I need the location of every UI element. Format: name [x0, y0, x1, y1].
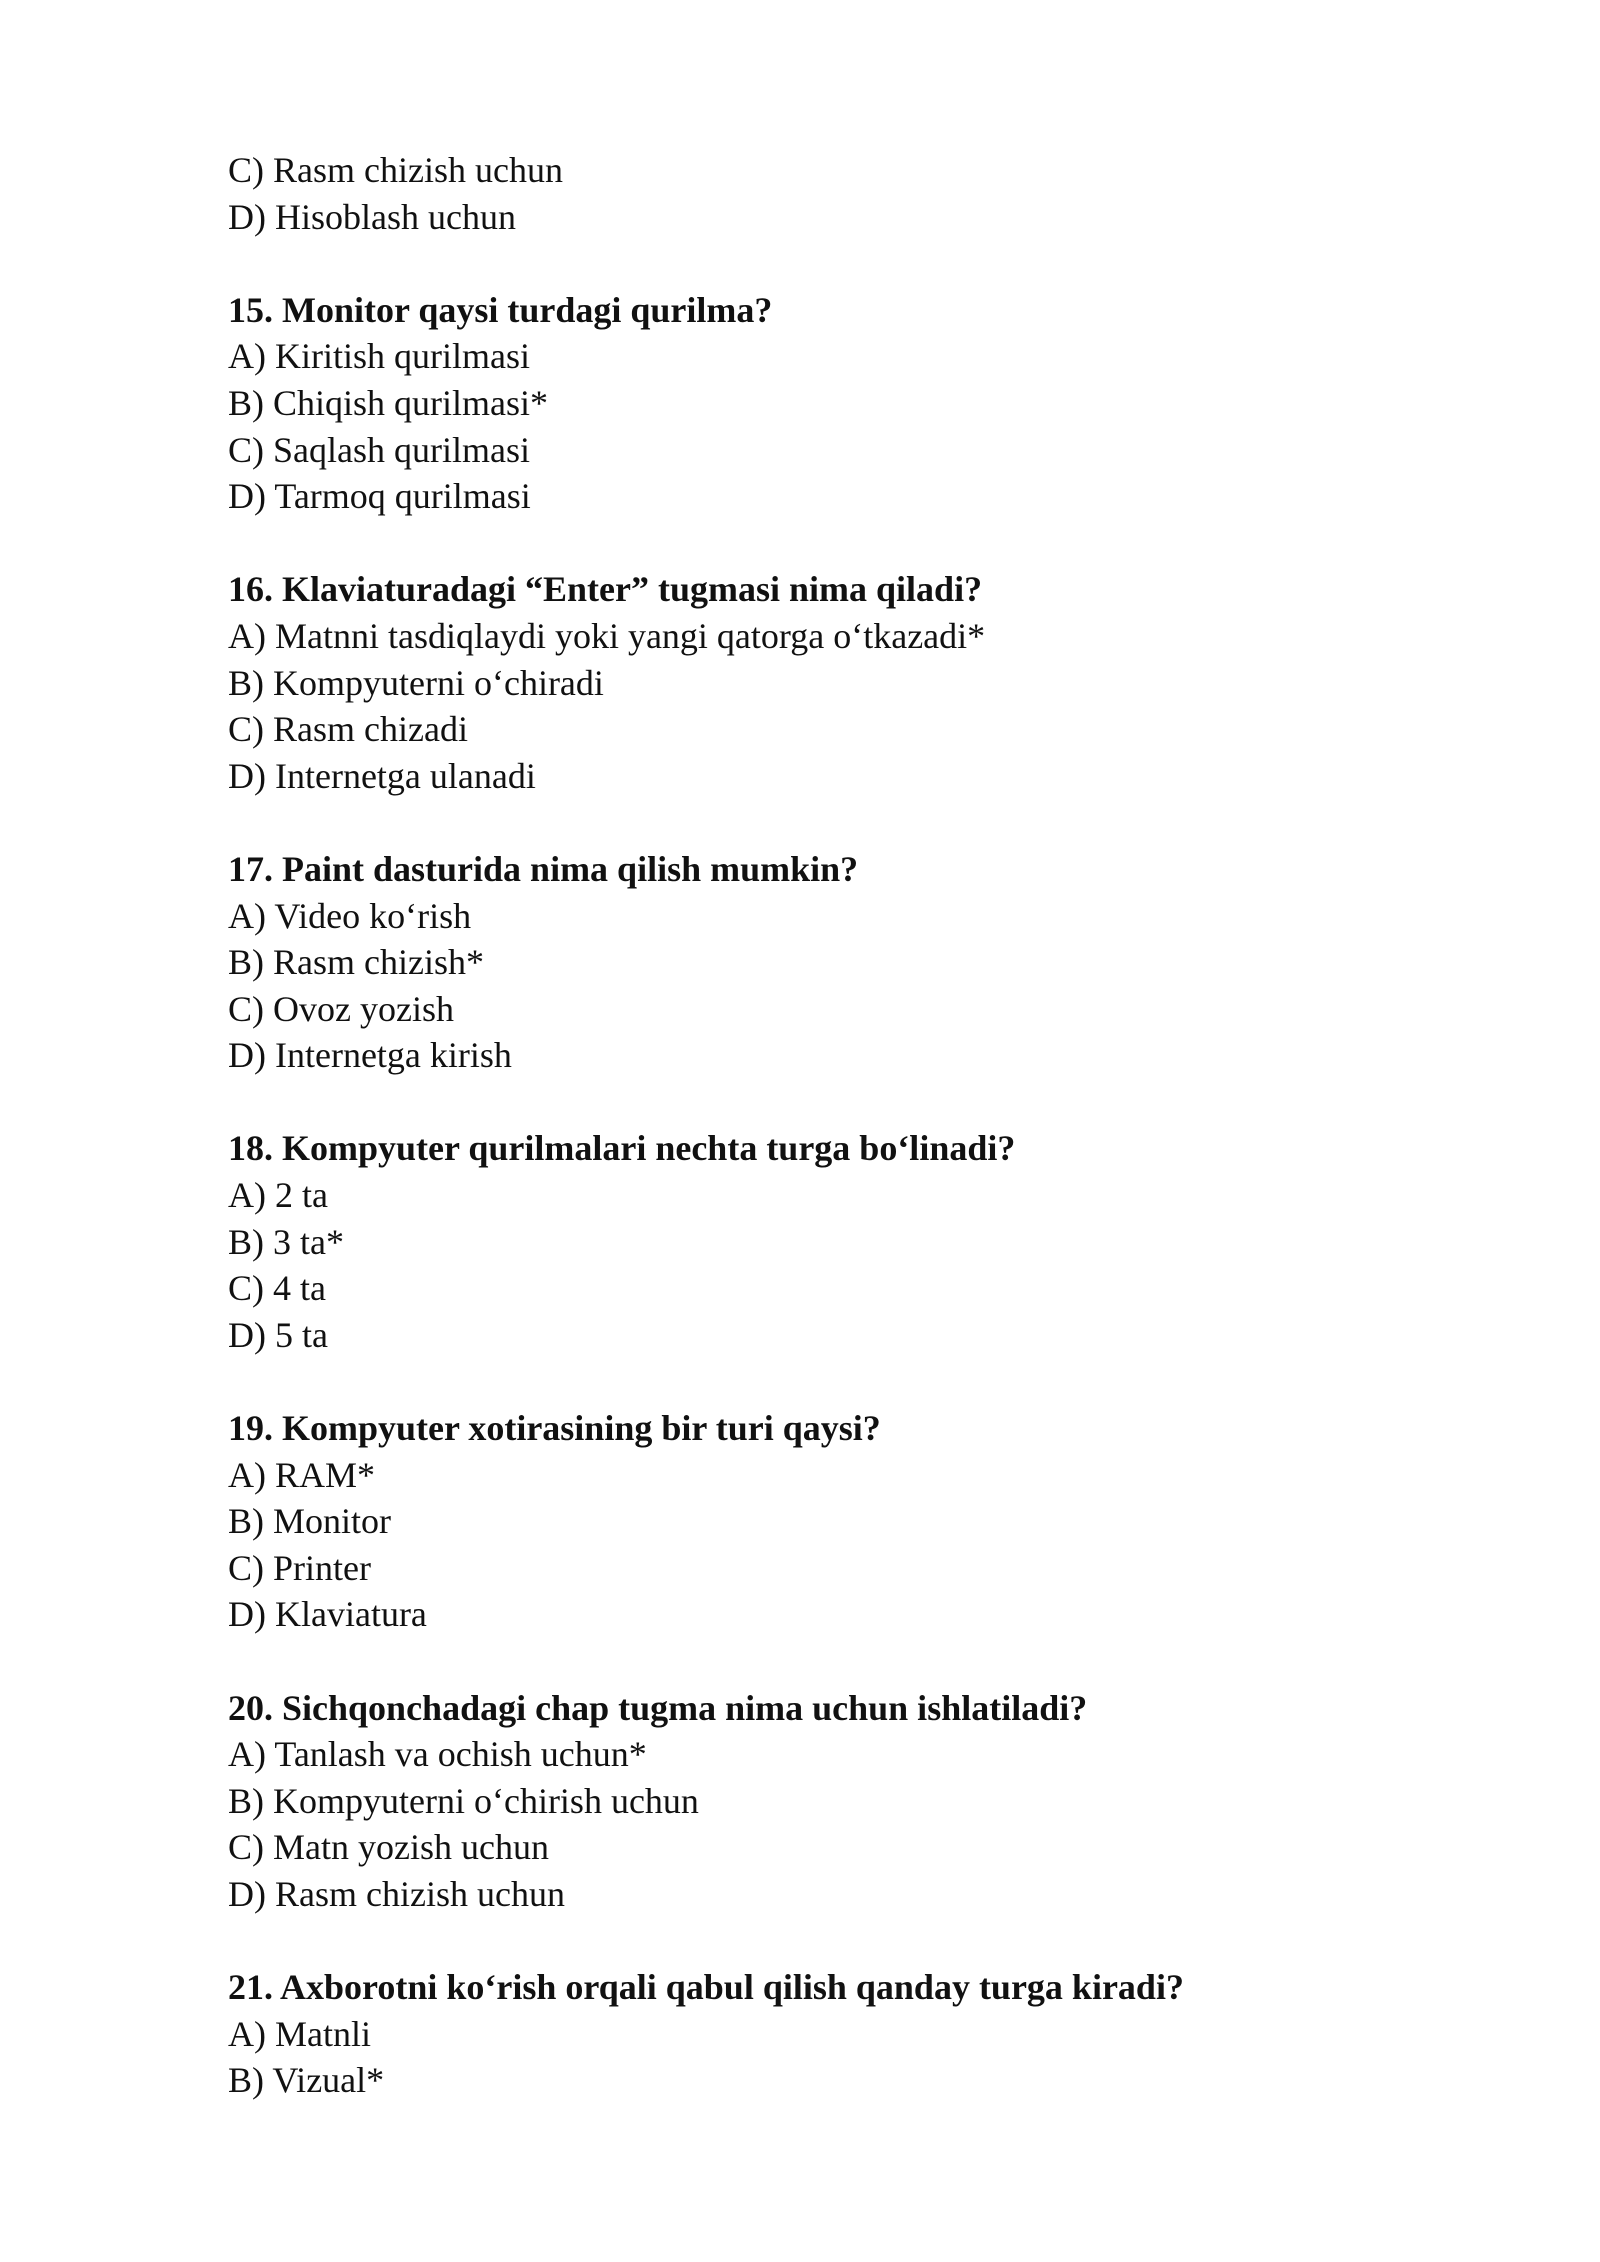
option-line: C) Saqlash qurilmasi — [228, 429, 530, 470]
option-line: B) Monitor — [228, 1501, 392, 1542]
option-line: D) Internetga ulanadi — [228, 755, 536, 796]
option-line: A) Matnli — [228, 2013, 371, 2054]
option-line: A) Video ko‘rish — [228, 895, 472, 936]
option-line: C) Rasm chizish uchun — [228, 150, 563, 190]
option-line: B) 3 ta* — [228, 1221, 344, 1262]
question-block — [228, 1125, 1448, 1358]
option-line: A) RAM* — [228, 1454, 376, 1495]
option-line: C) Matn yozish uchun — [228, 1827, 549, 1868]
option-line: A) Matnni tasdiqlaydi yoki yangi qatorga o‘tkazadi* — [228, 615, 986, 656]
question-block — [228, 1964, 1448, 2104]
option-line: B) Rasm chizish* — [228, 942, 484, 983]
option-line: D) Internetga kirish — [228, 1035, 512, 1076]
question-block — [228, 1685, 1448, 1918]
document-page — [228, 147, 1448, 2104]
option-line: D) Rasm chizish uchun — [228, 1873, 565, 1914]
option-line: B) Chiqish qurilmasi* — [228, 382, 549, 423]
question-title: 20. Sichqonchadagi chap tugma nima uchun ishlatiladi? — [228, 1687, 1088, 1728]
option-line: C) Rasm chizadi — [228, 709, 468, 750]
question-title: 21. Axborotni ko‘rish orqali qabul qilish qanday turga kiradi? — [228, 1967, 1184, 2008]
question-title: 15. Monitor qaysi turdagi qurilma? — [228, 289, 773, 330]
question-title: 16. Klaviaturadagi “Enter” tugmasi nima qiladi? — [228, 569, 983, 610]
question-title: 19. Kompyuter xotirasining bir turi qaysi? — [228, 1408, 881, 1449]
option-line: A) Tanlash va ochish uchun* — [228, 1734, 647, 1775]
option-line: D) Klaviatura — [228, 1594, 427, 1635]
option-line: D) 5 ta — [228, 1314, 328, 1355]
question-block — [228, 846, 1448, 1079]
leading-options — [228, 147, 1448, 240]
option-line: A) 2 ta — [228, 1175, 328, 1216]
option-line: A) Kiritish qurilmasi — [228, 336, 530, 377]
question-block — [228, 1405, 1448, 1638]
option-line: C) 4 ta — [228, 1268, 326, 1309]
question-block — [228, 566, 1448, 799]
option-line: D) Tarmoq qurilmasi — [228, 476, 531, 517]
option-line: B) Vizual* — [228, 2060, 385, 2101]
option-line: C) Ovoz yozish — [228, 988, 454, 1029]
option-line: B) Kompyuterni o‘chirish uchun — [228, 1780, 699, 1821]
option-line: B) Kompyuterni o‘chiradi — [228, 662, 604, 703]
question-block — [228, 287, 1448, 520]
question-title: 18. Kompyuter qurilmalari nechta turga bo‘linadi? — [228, 1128, 1016, 1169]
option-line: D) Hisoblash uchun — [228, 196, 516, 237]
option-line: C) Printer — [228, 1547, 371, 1588]
question-title: 17. Paint dasturida nima qilish mumkin? — [228, 848, 859, 889]
